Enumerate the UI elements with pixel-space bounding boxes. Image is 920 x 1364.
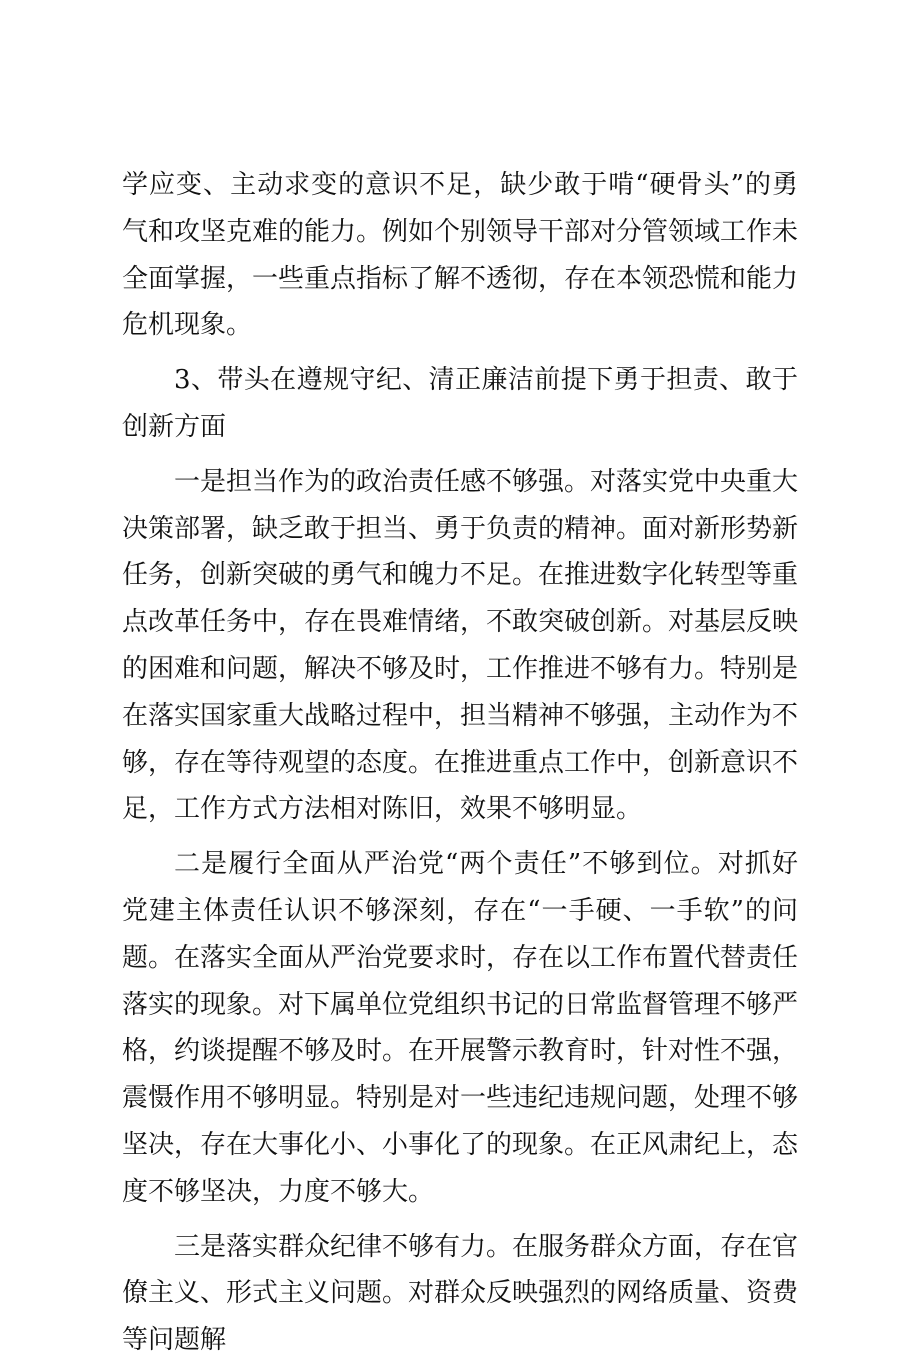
paragraph-point-two: 二是履行全面从严治党“两个责任”不够到位。对抓好党建主体责任认识不够深刻，存在“一手硬、一手软”的问题。在落实全面从严治党要求时，存在以工作布置代替责任落实的现象。对下属单位党组织书记的日常监督管理不够严格，约谈提醒不够及时。在开展警示教育时，针对性不强，震慑作用不够明显。特别是对一些违纪违规问题，处理不够坚决，存在大事化小、小事化了的现象。在正风肃纪上，态度不够坚决，力度不够大。 bbox=[122, 849, 799, 1207]
document-body bbox=[122, 162, 798, 1364]
paragraph-point-three: 三是落实群众纪律不够有力。在服务群众方面，存在官僚主义、形式主义问题。对群众反映强烈的网络质量、资费等问题解 bbox=[122, 1231, 799, 1356]
paragraph-point-one: 一是担当作为的政治责任感不够强。对落实党中央重大决策部署，缺乏敢于担当、勇于负责的精神。面对新形势新任务，创新突破的勇气和魄力不足。在推进数字化转型等重点改革任务中，存在畏难情绪，不敢突破创新。对基层反映的困难和问题，解决不够及时，工作推进不够有力。特别是在落实国家重大战略过程中，担当精神不够强，主动作为不够，存在等待观望的态度。在推进重点工作中，创新意识不足，工作方式方法相对陈旧，效果不够明显。 bbox=[122, 466, 799, 825]
paragraph-continuation: 学应变、主动求变的意识不足，缺少敢于啃“硬骨头”的勇气和攻坚克难的能力。例如个别领导干部对分管领域工作未全面掌握，一些重点指标了解不透彻，存在本领恐慌和能力危机现象。 bbox=[122, 170, 799, 341]
section-heading: 3、带头在遵规守纪、清正廉洁前提下勇于担责、敢于创新方面 bbox=[122, 365, 798, 442]
